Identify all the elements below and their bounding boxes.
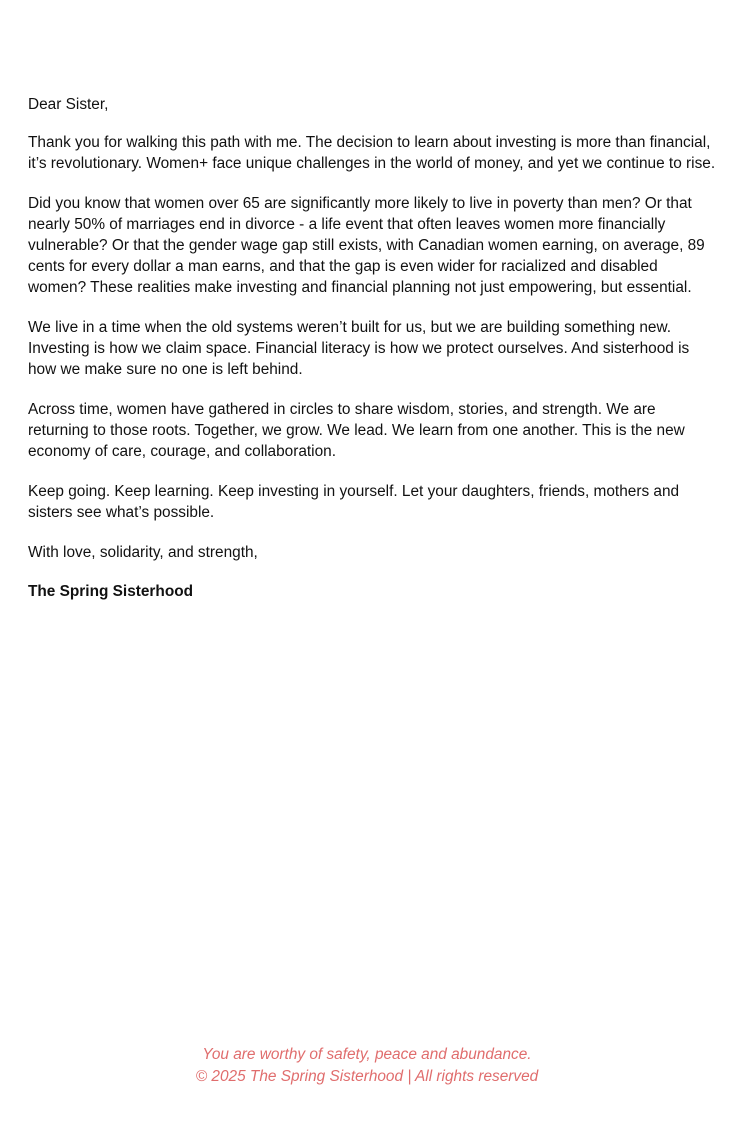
footer-tagline: You are worthy of safety, peace and abundance. <box>202 1046 532 1063</box>
letter-paragraph-statistics: Did you know that women over 65 are significantly more likely to live in poverty than men? Or that nearly 50% of marriages end in divorce - a life event that often leaves women more financially vulnerable? Or that the gender wage gap still exists, with Canadian women earning, on average, 89 cents for every dollar a man earns, and that the gap is even wider for racialized and disabled women? These realities make investing and financial planning not just empowering, but essential. <box>28 195 705 296</box>
letter-paragraph-new-systems: We live in a time when the old systems weren’t built for us, but we are building something new. Investing is how we claim space. Financial literacy is how we protect ourselves. And sisterhood is how we make sure no one is left behind. <box>28 319 690 378</box>
letter-salutation: Dear Sister, <box>28 96 109 113</box>
letter-body <box>28 94 718 621</box>
page-footer <box>0 1044 734 1088</box>
letter-paragraph-encouragement: Keep going. Keep learning. Keep investing in yourself. Let your daughters, friends, mothers and sisters see what’s possible. <box>28 483 680 521</box>
footer-copyright: © 2025 The Spring Sisterhood | All rights reserved <box>195 1068 539 1085</box>
letter-closing: With love, solidarity, and strength, <box>28 544 258 561</box>
letter-paragraph-circles: Across time, women have gathered in circles to share wisdom, stories, and strength. We are returning to those roots. Together, we grow. We lead. We learn from one another. This is the new economy of care, courage, and collaboration. <box>28 401 685 460</box>
letter-paragraph-gratitude: Thank you for walking this path with me. The decision to learn about investing is more than financial, it’s revolutionary. Women+ face unique challenges in the world of money, and yet we continue to rise. <box>28 134 716 172</box>
letter-signature: The Spring Sisterhood <box>28 583 194 600</box>
